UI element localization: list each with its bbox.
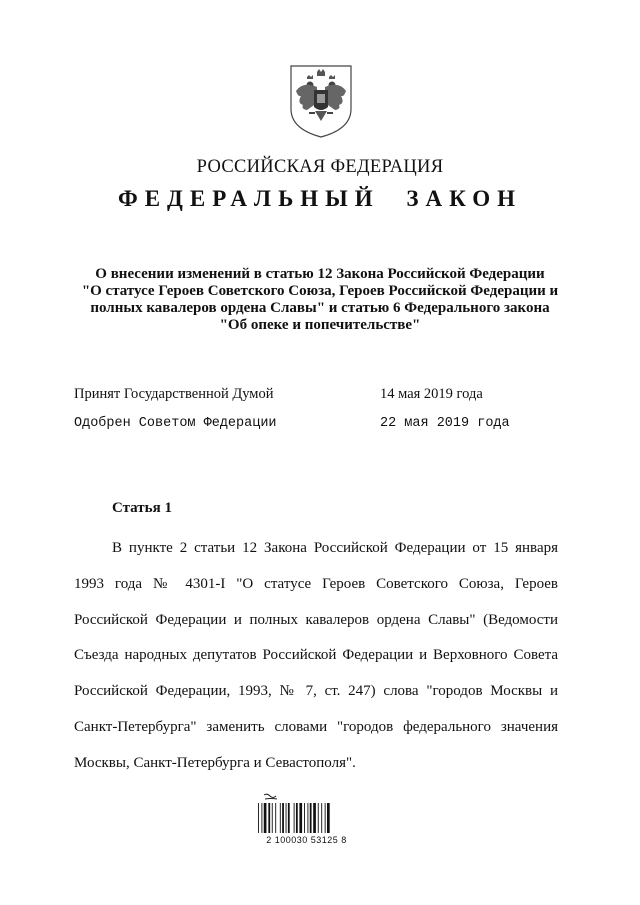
law-title-line: "О статусе Героев Советского Союза, Героев Российской Федерации и — [81, 283, 559, 299]
barcode-bar — [310, 803, 312, 833]
adoption-date: 22 мая 2019 года — [380, 416, 510, 431]
barcode-bar — [299, 803, 302, 833]
barcode-bar — [261, 803, 262, 833]
adoption-label: Одобрен Советом Федерации — [74, 416, 277, 431]
barcode-bar — [275, 803, 276, 833]
barcode-bar — [325, 803, 326, 833]
barcode-bar — [318, 803, 319, 833]
barcode-number: 2 100030 53125 8 — [266, 835, 347, 845]
barcode-bar — [286, 803, 287, 833]
adoption-label: Принят Государственной Думой — [74, 386, 274, 402]
barcode-bar — [288, 803, 290, 833]
law-title-line: О внесении изменений в статью 12 Закона Российской Федерации — [95, 266, 545, 282]
barcode-bar — [307, 803, 308, 833]
barcode-bar — [268, 803, 270, 833]
barcode-bar — [313, 803, 316, 833]
barcode-bar — [296, 803, 298, 833]
coat-of-arms-icon — [287, 63, 355, 139]
law-title-line: полных кавалеров ордена Славы" и статью 6 Федерального закона — [90, 300, 550, 316]
law-title — [60, 266, 580, 334]
barcode-bar — [327, 803, 330, 833]
document-type: ФЕДЕРАЛЬНЫЙ ЗАКОН — [117, 186, 523, 211]
law-title-line: "Об опеке и попечительстве" — [219, 317, 421, 333]
country-name: РОССИЙСКАЯ ФЕДЕРАЦИЯ — [196, 157, 444, 177]
barcode-bar — [280, 803, 281, 833]
barcode-bar — [258, 803, 259, 833]
barcode-bar — [294, 803, 295, 833]
article-text: В пункте 2 статьи 12 Закона Российской Федерации от 15 января 1993 года № 4301-I "О статусе Героев Советского Союза, Героев Российской Федерации и полных кавалеров ордена Славы" (Ведомости Съезда народных депутатов Российской Федерации и Верховного Совета Российской Федерации, 1993, № 7, ст. 247) слова "городов Москвы и Санкт-Петербурга" заменить словами "городов федерального значения Москвы, Санкт-Петербурга и Севастополя". — [74, 540, 558, 771]
barcode-bar — [272, 803, 273, 833]
article-heading: Статья 1 — [112, 500, 172, 516]
barcode-bar — [282, 803, 284, 833]
barcode-bar — [264, 803, 267, 833]
barcode-bar — [321, 803, 322, 833]
adoption-date: 14 мая 2019 года — [380, 386, 483, 402]
barcode-bar — [304, 803, 305, 833]
